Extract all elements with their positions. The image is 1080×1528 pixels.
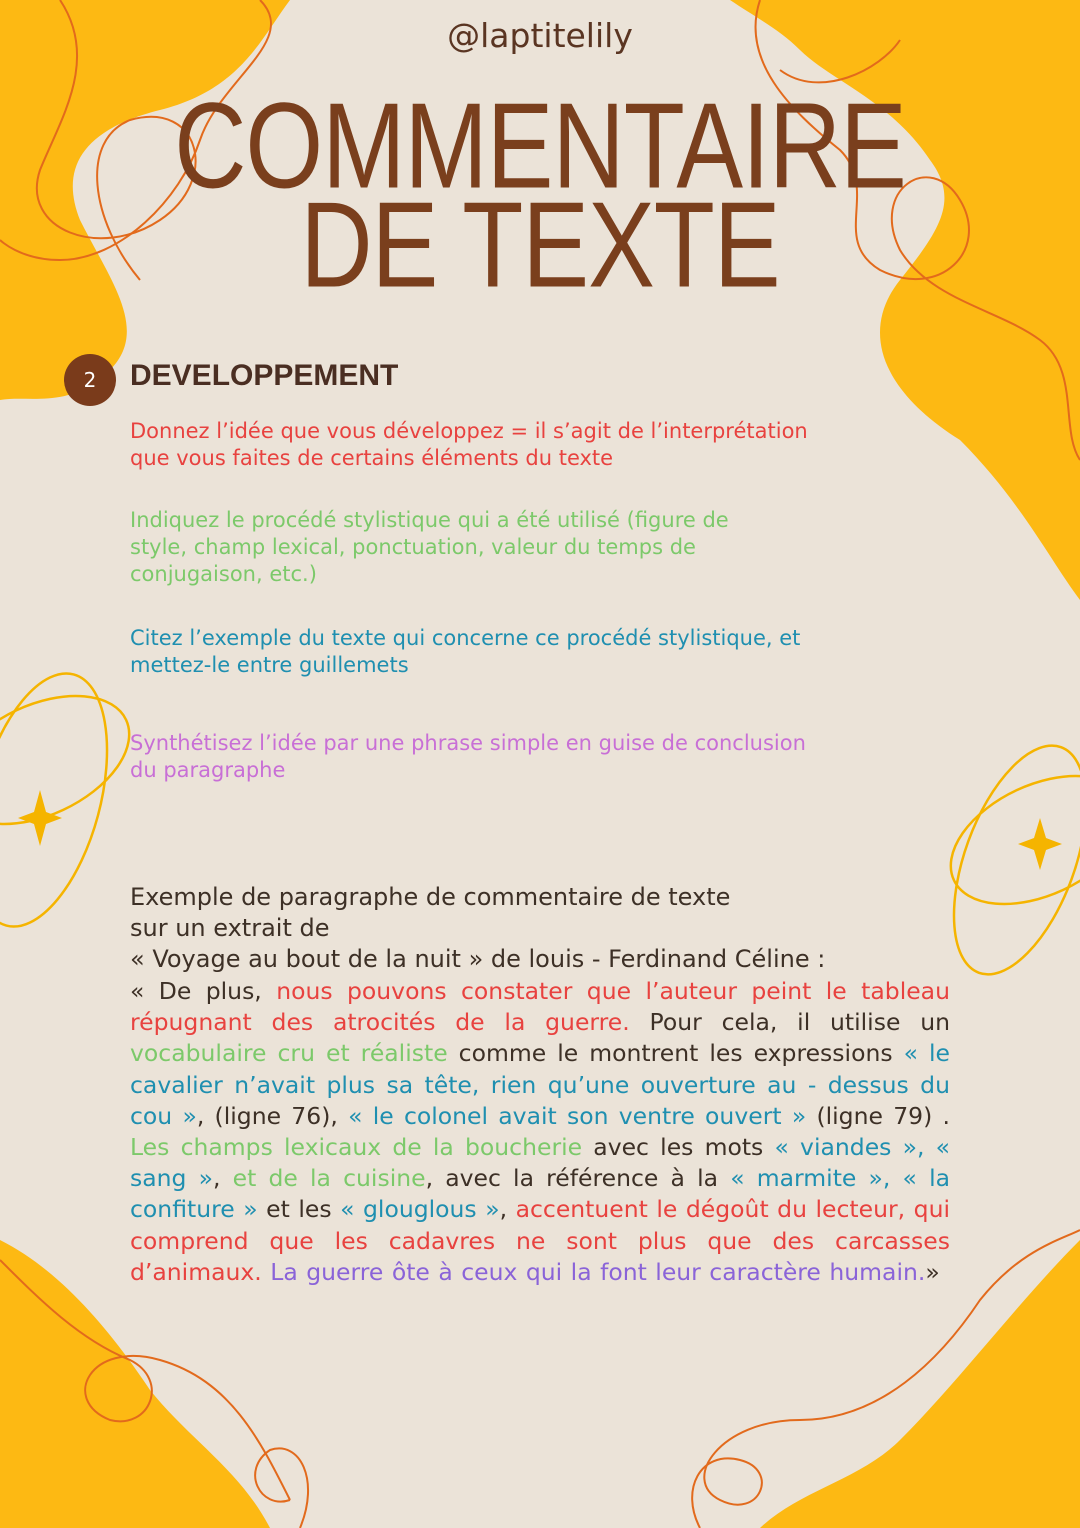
example-segment-blue: « le cavalier n’avait plus sa tête, rien qu’une ouverture au - dessus du cou » [130,1039,950,1130]
section-title: DEVELOPPEMENT [130,359,399,392]
example-segment-blue: « viandes », « sang » [130,1133,950,1193]
example-segment-dark: , avec la référence à la [425,1164,731,1193]
example-segment-green: Les champs lexicaux de la boucherie [130,1133,583,1162]
example-segment-green: vocabulaire cru et réaliste [130,1039,448,1068]
step-idea: Donnez l’idée que vous développez = il s’agit de l’interprétation que vous faites de certains éléments du texte [130,419,808,470]
step-stylistic-device: Indiquez le procédé stylistique qui a été utilisé (figure de style, champ lexical, ponctuation, valeur du temps de conjugaison, etc.) [130,508,729,586]
example-segment-red: accentuent le dégoût du lecteur, qui comprend que les cadavres ne sont plus que des carcasses d’animaux. [130,1195,950,1286]
example-segment-dark: et les [257,1195,341,1224]
example-segment-dark: « De plus, [130,977,277,1005]
example-intro-line-1: Exemple de paragraphe de commentaire de texte [130,883,731,911]
example-intro-line-2: sur un extrait de [130,914,330,942]
example-segment-green: et de la cuisine [232,1164,426,1193]
example-segment-dark: comme le montrent les expressions [447,1039,904,1068]
example-segment-dark: , (ligne 76), [196,1101,349,1130]
example-segment-blue: « marmite », « la confiture » [130,1164,951,1224]
example-paragraph [130,976,950,1288]
example-segment-dark: » [925,1257,940,1286]
example-segment-dark: , [499,1195,516,1224]
example-intro-line-3: « Voyage au bout de la nuit » de louis - Ferdinand Céline : [130,945,826,973]
example-segment-dark: Pour cela, il utilise un [629,1008,950,1037]
example-intro [130,882,950,975]
example-segment-red: nous pouvons constater que l’auteur peint le tableau répugnant des atrocités de la guerre. [130,977,950,1037]
author-handle: @laptitelily [447,16,633,55]
step-synthesis: Synthétisez l’idée par une phrase simple en guise de conclusion du paragraphe [130,731,806,782]
example-segment-dark: (ligne 79) . [806,1101,950,1130]
example-segment-dark [262,1258,270,1286]
example-segment-blue: « glouglous » [340,1195,500,1224]
example-segment-blue: « le colonel avait son ventre ouvert » [348,1101,807,1130]
page-title-line-2: DE TEXTE [300,176,780,314]
step-quote: Citez l’exemple du texte qui concerne ce procédé stylistique, et mettez-le entre guillemets [130,626,801,677]
example-segment-dark: avec les mots [582,1133,775,1162]
example-segment-purple: La guerre ôte à ceux qui la font leur caractère humain. [270,1257,926,1286]
example-segment-dark: , [213,1164,233,1193]
section-number-badge: 2 [64,354,116,406]
page-title-line-1: COMMENTAIRE [174,77,906,215]
